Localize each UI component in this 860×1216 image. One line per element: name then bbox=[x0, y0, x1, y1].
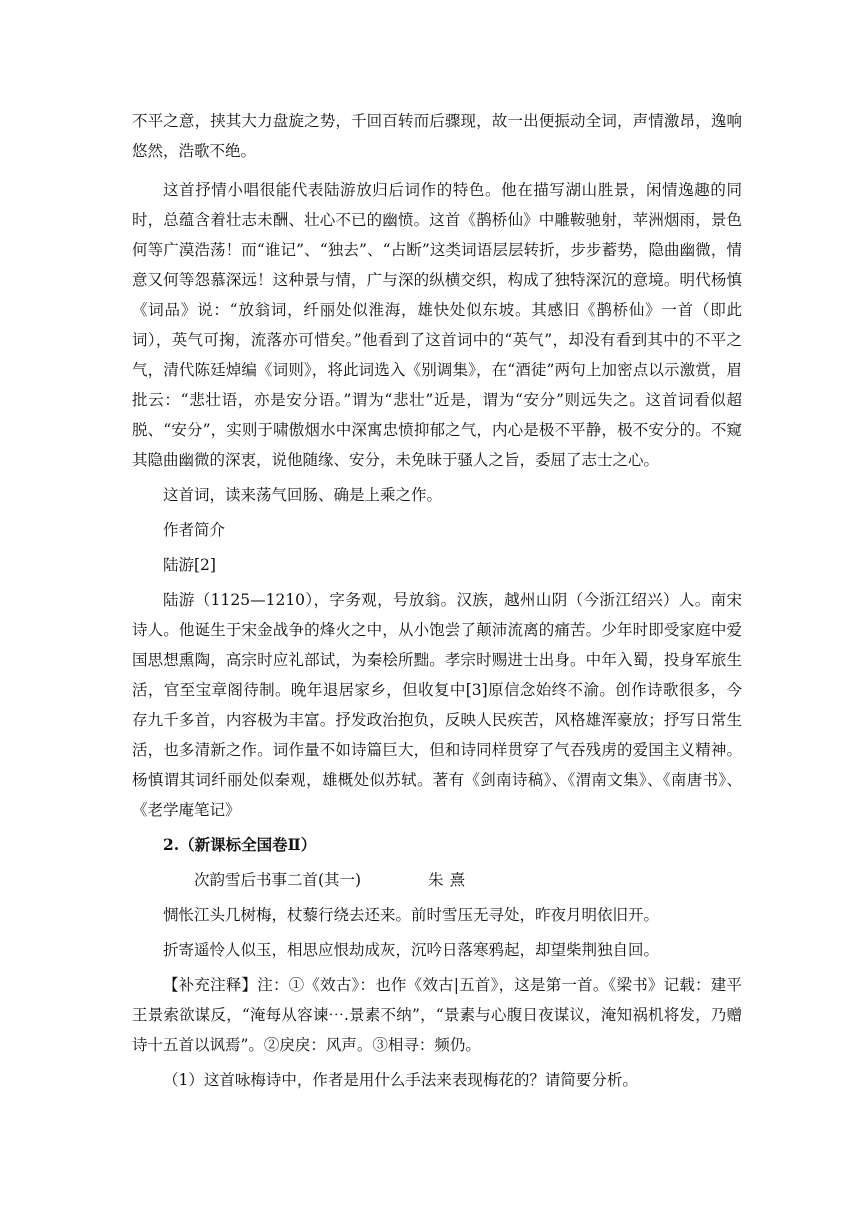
author-biography: 陆游（1125—1210），字务观，号放翁。汉族，越州山阴（今浙江绍兴）人。南宋诗人。他诞生于宋金战争的烽火之中，从小饱尝了颠沛流离的痛苦。少年时即受家庭中爱国思想熏陶，高宗时应礼部试，为秦桧所黜。孝宗时赐进士出身。中年入蜀，投身军旅生活，官至宝章阁待制。晚年退居家乡，但收复中[3]原信念始终不渝。创作诗歌很多，今存九千多首，内容极为丰富。抒发政治抱负，反映人民疾苦，风格雄浑豪放；抒写日常生活，也多清新之作。词作量不如诗篇巨大，但和诗同样贯穿了气吞残虏的爱国主义精神。杨慎谓其词纤丽处似秦观，雄概处似苏轼。著有《剑南诗稿》、《渭南文集》、《南唐书》、《老学庵笔记》 bbox=[132, 591, 742, 819]
author-section-heading: 作者简介 bbox=[163, 521, 226, 539]
author-name: 陆游[2] bbox=[163, 556, 216, 574]
analysis-paragraph: 这首抒情小唱很能代表陆游放归后词作的特色。他在描写湖山胜景，闲情逸趣的同时，总蕴含着壮志未酬、壮心不已的幽愤。这首《鹊桥仙》中雕鞍驰射，苹洲烟雨，景色何等广漠浩荡！而“谁记”、“独去”、“占断”这类词语层层转折，步步蓄势，隐曲幽微，情意又何等怨慕深远！这种景与情，广与深的纵横交织，构成了独特深沉的意境。明代杨慎《词品》说：“放翁词，纤丽处似淮海，雄快处似东坡。其感旧《鹊桥仙》一首（即此词），英气可掬，流落亦可惜矣。”他看到了这首词中的“英气”，却没有看到其中的不平之气，清代陈廷焯编《词则》，将此词选入《别调集》，在“酒徒”两句上加密点以示激赏，眉批云：“悲壮语，亦是安分语。”谓为“悲壮”近是，谓为“安分”则远失之。这首词看似超脱、“安分”，实则于啸傲烟水中深寓忠愤抑郁之气，内心是极不平静，极不安分的。不窥其隐曲幽微的深衷，说他随缘、安分，未免昧于骚人之旨，委屈了志士之心。 bbox=[132, 181, 742, 469]
poem-author: 朱熹 bbox=[428, 871, 472, 889]
note-text: 注：①《效古》：也作《效古|五首》，这是第一首。《梁书》记载：建平王景索欲谋反，“淹每从容谏⋯.景素不纳”，“景素与心腹日夜谋议，淹知祸机将发，乃赠诗十五首以讽焉”。②戾戾：风声。③相寻：频仍。 bbox=[132, 976, 742, 1054]
poem-title: 次韵雪后书事二首(其一) bbox=[194, 871, 362, 889]
document-body bbox=[132, 106, 742, 1095]
poem-line-1: 惆怅江头几树梅，杖藜行绕去还来。前时雪压无寻处，昨夜月明依旧开。 bbox=[163, 906, 660, 924]
analysis-paragraph-continued: 不平之意，挟其大力盘旋之势，千回百转而后骤现，故一出便振动全词，声情激昂，逸响悠然，浩歌不绝。 bbox=[132, 112, 742, 160]
sub-question-1: （1）这首咏梅诗中，作者是用什么手法来表现梅花的？请简要分析。 bbox=[163, 1071, 638, 1089]
supplementary-note bbox=[132, 970, 742, 1060]
poem-title-line bbox=[132, 865, 742, 895]
analysis-conclusion: 这首词，读来荡气回肠、确是上乘之作。 bbox=[163, 486, 443, 504]
note-label: 【补充注释】 bbox=[163, 976, 258, 994]
question-number: 2.（新课标全国卷Ⅱ） bbox=[163, 835, 317, 854]
poem-line-2: 折寄遥怜人似玉，相思应恨劫成灰，沉吟日落寒鸦起，却望柴荆独自回。 bbox=[163, 941, 660, 959]
